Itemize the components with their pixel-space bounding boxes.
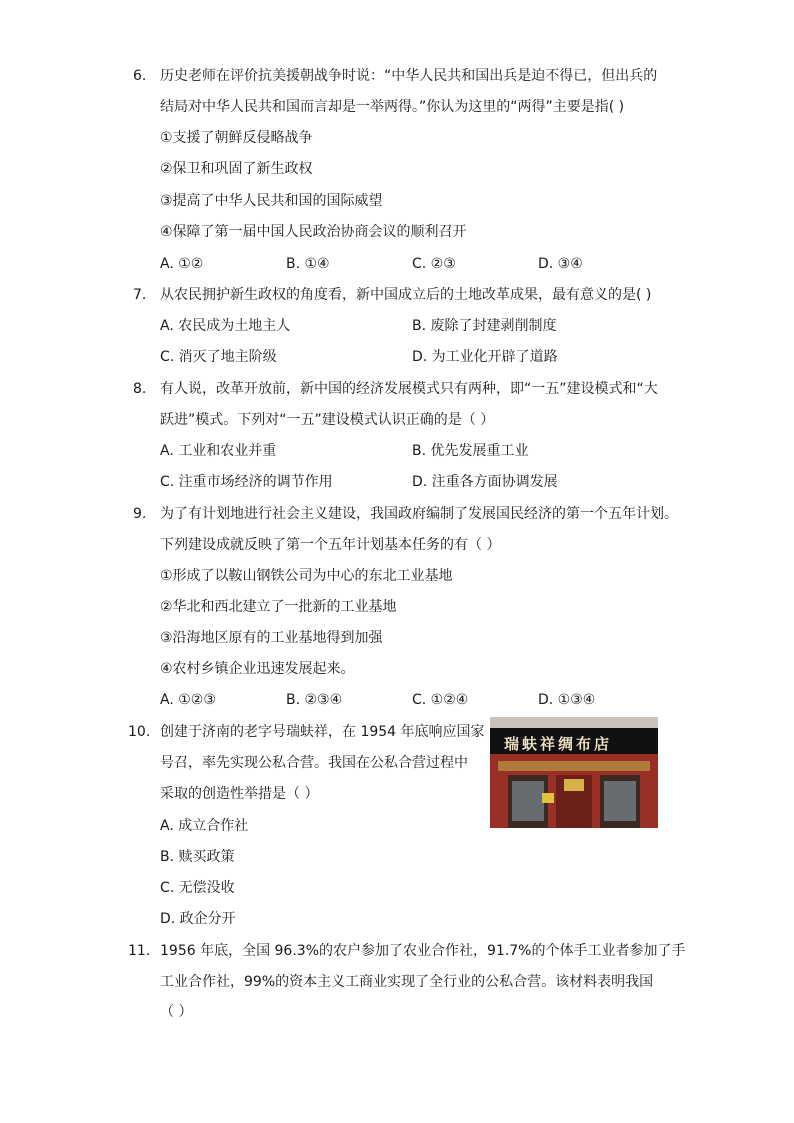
question-text: 号召，率先实现公私合营。我国在公私合营过程中 bbox=[160, 755, 468, 771]
question-text: 跃进”模式。下列对“一五”建设模式认识正确的是（ ） bbox=[160, 412, 495, 428]
option-a[interactable]: A. 农民成为土地主人 bbox=[160, 318, 291, 334]
question-text: 结局对中华人民共和国而言却是一举两得。”你认为这里的“两得”主要是指( ) bbox=[160, 99, 625, 115]
option-b[interactable]: B. ②③④ bbox=[286, 692, 343, 708]
question-text: 采取的创造性举措是（ ） bbox=[160, 786, 319, 802]
question-text: 为了有计划地进行社会主义建设，我国政府编制了发展国民经济的第一个五年计划。 bbox=[160, 506, 678, 522]
question-number: 6. bbox=[133, 68, 147, 84]
option-d[interactable]: D. 为工业化开辟了道路 bbox=[412, 349, 558, 365]
option-a[interactable]: A. 成立合作社 bbox=[160, 818, 249, 834]
option-b[interactable]: B. 优先发展重工业 bbox=[412, 443, 529, 459]
photo-plaque bbox=[564, 779, 584, 791]
question-text: 历史老师在评价抗美援朝战争时说：“中华人民共和国出兵是迫不得已，但出兵的 bbox=[160, 68, 658, 84]
option-b[interactable]: B. ①④ bbox=[286, 256, 330, 272]
question-text: 从农民拥护新生政权的角度看，新中国成立后的土地改革成果，最有意义的是( ) bbox=[160, 287, 652, 303]
statement-item: ④农村乡镇企业迅速发展起来。 bbox=[160, 661, 355, 677]
answer-blank: （ ） bbox=[160, 1004, 193, 1020]
option-a[interactable]: A. 工业和农业并重 bbox=[160, 443, 277, 459]
option-c[interactable]: C. 注重市场经济的调节作用 bbox=[160, 474, 333, 490]
question-number: 11. bbox=[128, 943, 151, 959]
question-text: 有人说，改革开放前，新中国的经济发展模式只有两种，即“一五”建设模式和“大 bbox=[160, 381, 658, 397]
photo-glass-right bbox=[604, 781, 636, 821]
question-text: 1956 年底，全国 96.3%的农户参加了农业合作社，91.7%的个体手工业者参加了手 bbox=[160, 943, 686, 959]
question-number: 8. bbox=[133, 381, 147, 397]
question-number: 7. bbox=[133, 287, 147, 303]
statement-item: ①支援了朝鲜反侵略战争 bbox=[160, 130, 313, 146]
photo-notice bbox=[542, 793, 554, 803]
statement-item: ③提高了中华人民共和国的国际威望 bbox=[160, 193, 383, 209]
statement-item: ②华北和西北建立了一批新的工业基地 bbox=[160, 599, 397, 615]
option-c[interactable]: C. 无偿没收 bbox=[160, 880, 235, 896]
shop-sign-text: 瑞蚨祥绸布店 bbox=[504, 735, 613, 753]
question-number: 9. bbox=[133, 506, 147, 522]
statement-item: ③沿海地区原有的工业基地得到加强 bbox=[160, 630, 383, 646]
question-text: 工业合作社，99%的资本主义工商业实现了全行业的公私合营。该材料表明我国 bbox=[160, 974, 654, 990]
option-c[interactable]: C. ①②④ bbox=[412, 692, 469, 708]
question-number: 10. bbox=[128, 724, 151, 740]
photo-door-frame bbox=[498, 761, 650, 771]
question-text: 创建于济南的老字号瑞蚨祥，在 1954 年底响应国家 bbox=[160, 724, 485, 740]
option-d[interactable]: D. 政企分开 bbox=[160, 911, 236, 927]
option-b[interactable]: B. 废除了封建剥削制度 bbox=[412, 318, 557, 334]
option-d[interactable]: D. 注重各方面协调发展 bbox=[412, 474, 558, 490]
photo-glass-left bbox=[512, 781, 544, 821]
statement-item: ④保障了第一届中国人民政治协商会议的顺利召开 bbox=[160, 224, 467, 240]
question-text: 下列建设成就反映了第一个五年计划基本任务的有（ ） bbox=[160, 537, 501, 553]
statement-item: ②保卫和巩固了新生政权 bbox=[160, 161, 313, 177]
option-a[interactable]: A. ①②③ bbox=[160, 692, 216, 708]
option-c[interactable]: C. ②③ bbox=[412, 256, 456, 272]
option-b[interactable]: B. 赎买政策 bbox=[160, 849, 235, 865]
option-a[interactable]: A. ①② bbox=[160, 256, 204, 272]
statement-item: ①形成了以鞍山钢铁公司为中心的东北工业基地 bbox=[160, 568, 453, 584]
storefront-photo bbox=[490, 717, 658, 828]
option-c[interactable]: C. 消灭了地主阶级 bbox=[160, 349, 277, 365]
option-d[interactable]: D. ③④ bbox=[538, 256, 583, 272]
option-d[interactable]: D. ①③④ bbox=[538, 692, 596, 708]
